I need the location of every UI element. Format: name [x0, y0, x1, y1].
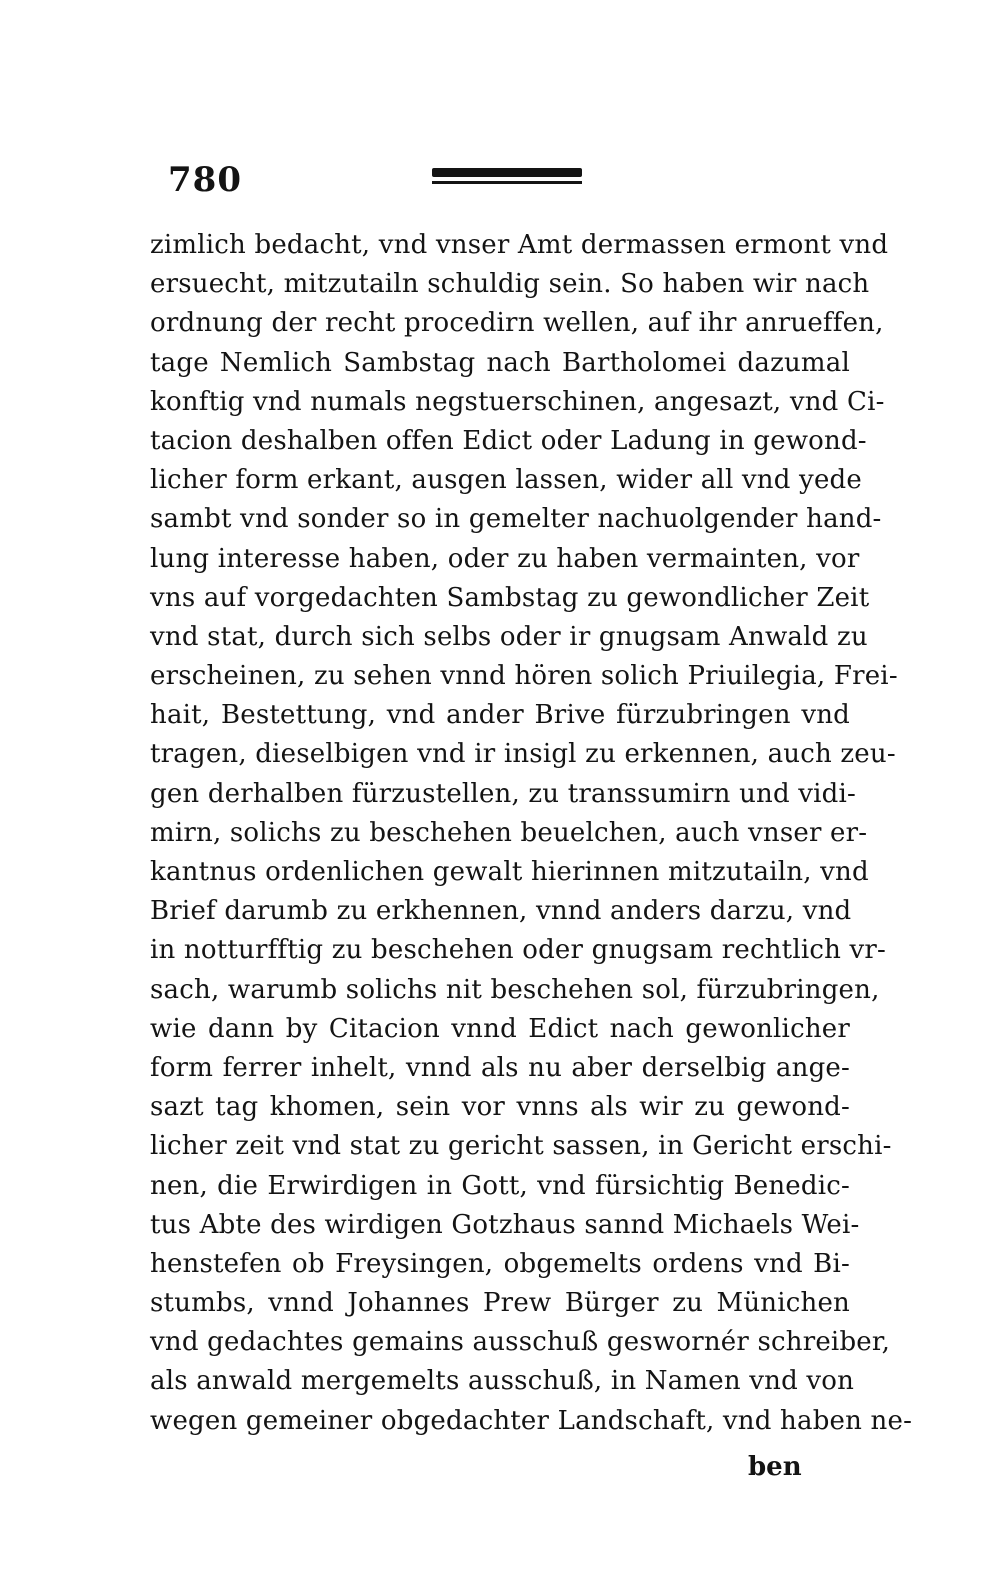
text-line: vnd stat, durch sich selbs oder ir gnugsam Anwald zu	[150, 621, 868, 652]
text-line: form ferrer inhelt, vnnd als nu aber derselbig ange-	[150, 1052, 850, 1083]
text-line: kantnus ordenlichen gewalt hierinnen mitzutailn, vnd	[150, 857, 869, 887]
text-line: als anwald mergemelts ausschuß, in Namen vnd von	[150, 1366, 855, 1397]
text-line: Brief darumb zu erkhennen, vnnd anders darzu, vnd	[150, 896, 852, 927]
text-line: licher zeit vnd stat zu gericht sassen, in Gericht erschi-	[150, 1131, 892, 1162]
text-line: tacion deshalben offen Edict oder Ladung in gewond-	[150, 425, 867, 456]
text-line: stumbs, vnnd Johannes Prew Bürger zu Münichen	[150, 1288, 850, 1319]
text-line: tus Abte des wirdigen Gotzhaus sannd Michaels Wei-	[150, 1209, 860, 1240]
page-number: 780	[168, 160, 242, 200]
text-line: sambt vnd sonder so in gemelter nachuolgender hand-	[150, 504, 882, 535]
text-line: wegen gemeiner obgedachter Landschaft, vnd haben ne-	[150, 1405, 913, 1436]
text-line: nen, die Erwirdigen in Gott, vnd fürsichtig Benedic-	[150, 1170, 850, 1201]
text-line: gen derhalben fürzustellen, zu transsumirn und vidi-	[150, 778, 857, 809]
text-line: sazt tag khomen, sein vor vnns als wir zu gewond-	[150, 1092, 850, 1123]
ornament-thick-bar	[432, 168, 582, 177]
text-line: erscheinen, zu sehen vnnd hören solich Priuilegia, Frei-	[150, 661, 898, 692]
text-line: tragen, dieselbigen vnd ir insigl zu erkennen, auch zeu-	[150, 739, 896, 770]
text-line: sach, warumb solichs nit beschehen sol, fürzubringen,	[150, 974, 880, 1005]
text-line: in notturfftig zu beschehen oder gnugsam rechtlich vr-	[150, 935, 887, 966]
ornament-thin-bar	[432, 181, 582, 184]
text-line: konftig vnd numals negstuerschinen, angesazt, vnd Ci-	[150, 386, 885, 417]
text-line: henstefen ob Freysingen, obgemelts ordens vnd Bi-	[150, 1248, 850, 1279]
header-ornament-rule	[432, 168, 582, 184]
text-line: vns auf vorgedachten Sambstag zu gewondlicher Zeit	[150, 582, 870, 613]
text-line: zimlich bedacht, vnd vnser Amt dermassen ermont vnd	[150, 230, 889, 260]
text-line: licher form erkant, ausgen lassen, wider all vnd yede	[150, 465, 862, 496]
text-line: hait, Bestettung, vnd ander Brive fürzubringen vnd	[150, 700, 850, 731]
text-line: ersuecht, mitzutailn schuldig sein. So haben wir nach	[150, 269, 870, 300]
body-text	[150, 226, 913, 1441]
text-line: wie dann by Citacion vnnd Edict nach gewonlicher	[150, 1013, 850, 1044]
text-line: vnd gedachtes gemains ausschuß geswornér schreiber,	[150, 1327, 891, 1358]
text-line: tage Nemlich Sambstag nach Bartholomei dazumal	[150, 347, 850, 378]
text-line: ordnung der recht procedirn wellen, auf ihr anrueffen,	[150, 308, 884, 339]
text-line: lung interesse haben, oder zu haben vermainten, vor	[150, 543, 860, 574]
catchword: ben	[748, 1452, 802, 1482]
text-line: mirn, solichs zu beschehen beuelchen, auch vnser er-	[150, 817, 868, 848]
